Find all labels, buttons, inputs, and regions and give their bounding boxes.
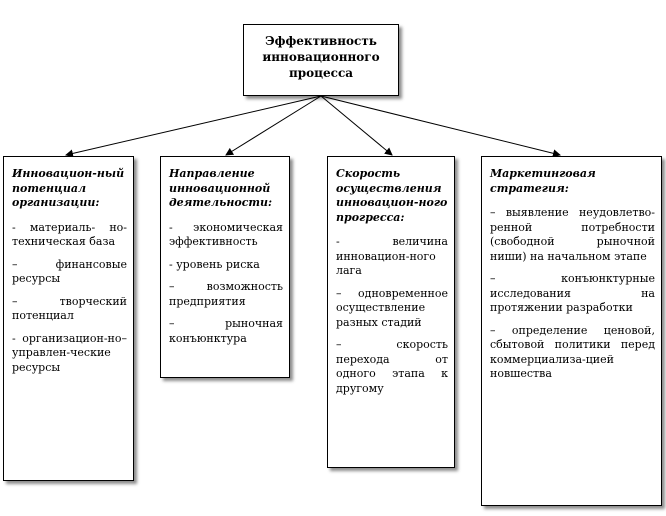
column-innovation-speed [327,156,455,468]
list-item: – скорость перехода от одного этапа к другому [336,338,448,395]
column-innovation-potential [3,156,134,481]
list-item: – определение ценовой, сбытовой политики перед коммерциализа-цией новшества [490,323,655,380]
column-heading: Направление инновационной деятельности: [169,167,273,209]
list-item: - экономическая эффективность [169,220,283,248]
list-item: - уровень риска [169,257,260,271]
root-box [243,24,399,96]
list-item: – возможность предприятия [169,280,283,308]
column-marketing-strategy [481,156,662,506]
list-item: - величина инновацион-ного лага [336,235,448,277]
list-item: – рыночная конъюнктура [169,317,283,345]
list-item: – выявление неудовлетво- ренной потребности (свободной рыночной ниши) на начальном этапе [490,206,655,263]
column-innovation-direction [160,156,290,378]
list-item: – одновременное осуществление разных стадий [336,286,448,329]
root-line-2: инновационного [262,50,380,64]
column-heading: Инновацион-ный потенциал организации: [12,167,125,209]
list-item: - организацион-но–управлен-ческие ресурсы [12,331,127,374]
root-line-1: Эффективность [265,34,377,48]
list-item: – творческий потенциал [12,294,127,322]
list-item: – финансовые ресурсы [12,257,127,285]
arrow-to-column-1 [66,96,321,155]
list-item: – конъюнктурные исследования на протяжении разработки [490,272,655,314]
root-line-3: процесса [288,66,354,80]
list-item: - материаль- но-техническая база [12,220,127,248]
column-heading: Скорость осуществления инновацион-ного прогресса: [336,167,448,224]
arrow-to-column-2 [226,96,321,155]
column-heading: Маркетинговая стратегия: [490,167,596,195]
